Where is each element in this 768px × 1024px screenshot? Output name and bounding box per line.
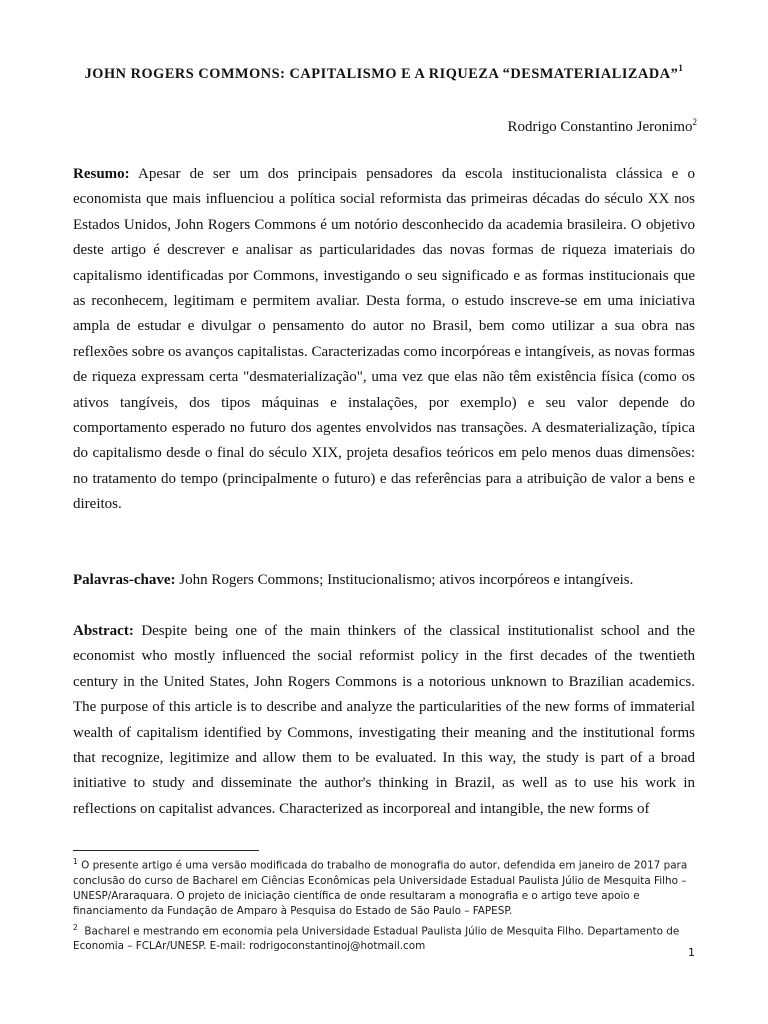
resumo-text: Apesar de ser um dos principais pensadores da escola institucionalista clássica e o economista que mais influenciou a política social reformista das primeiras décadas do século XX nos Estados Unidos, John Rogers Commons é um notório desconhecido da academia brasileira. O objetivo deste artigo é descrever e analisar as particularidades das novas formas de riqueza imateriais do capitalismo identificadas por Commons, investigando o seu significado e as formas institucionais que as reconhecem, legitimam e permitem avaliar. Desta forma, o estudo inscreve-se em uma iniciativa ampla de estudar e divulgar o pensamento do autor no Brasil, bem como utilizar a sua obra nas reflexões sobre os avanços capitalistas. Caracterizadas como incorpóreas e intangíveis, as novas formas de riqueza expressam certa "desmaterialização", uma vez que elas não têm existência física (como os ativos tangíveis, dos tipos máquinas e instalações, por exemplo) e seu valor depende do comportamento esperado no futuro dos agentes envolvidos nas transações. A desmaterialização, típica do capitalismo desde o final do século XIX, projeta desafios teóricos em pelo menos duas dimensões: no tratamento do tempo (principalmente o futuro) e das referências para a atribuição de valor a bens e direitos.	[73, 166, 695, 513]
paper-title	[0, 64, 768, 83]
resumo-label: Resumo:	[73, 166, 130, 182]
title-footnote-mark[interactable]: 1	[678, 63, 684, 73]
footnote-1-mark: 1	[73, 857, 78, 866]
abstract-label: Abstract:	[73, 623, 134, 639]
footnote-separator	[73, 850, 259, 851]
keywords-paragraph	[73, 568, 695, 593]
resumo-paragraph	[73, 162, 695, 518]
keywords-text: John Rogers Commons; Institucionalismo; ativos incorpóreos e intangíveis.	[179, 572, 634, 588]
footnote-2-text: Bacharel e mestrando em economia pela Universidade Estadual Paulista Júlio de Mesquita Filho. Departamento de Economia – FCLAr/UNESP. E-mail: rodrigoconstantinoj@hotmail.com	[73, 925, 680, 953]
paper-title-text: JOHN ROGERS COMMONS: CAPITALISMO E A RIQUEZA “DESMATERIALIZADA”	[84, 65, 679, 82]
abstract-paragraph	[73, 619, 695, 822]
author-name: Rodrigo Constantino Jeronimo	[507, 119, 693, 135]
footnote-2	[73, 920, 695, 955]
author-line	[508, 117, 698, 136]
abstract-text: Despite being one of the main thinkers of the classical institutionalist school and the economist who mostly influenced the social reformist policy in the first decades of the twentieth century in the United States, John Rogers Commons is a notorious unknown to Brazilian academics. The purpose of this article is to describe and analyze the particularities of the new forms of immaterial wealth of capitalism identified by Commons, investigating their meaning and the institutional forms that recognize, legitimize and allow them to be evaluated. In this way, the study is part of a broad initiative to study and disseminate the author's thinking in Brazil, as well as to use his work in reflections on capitalist advances. Characterized as incorporeal and intangible, the new forms of	[73, 623, 696, 817]
page-number: 1	[688, 946, 695, 959]
footnote-2-mark: 2	[73, 922, 78, 932]
author-footnote-mark[interactable]: 2	[692, 117, 697, 127]
footnote-1-text: O presente artigo é uma versão modificada do trabalho de monografia do autor, defendida em janeiro de 2017 para conclusão do curso de Bacharel em Ciências Econômicas pela Universidade Estadual Paulista Júlio de Mesquita Filho – UNESP/Araraquara. O projeto de iniciação científica de onde resultaram a monografia e o artigo teve apoio e financiamento da Fundação de Amparo à Pesquisa do Estado de São Paulo – FAPESP.	[73, 859, 688, 918]
footnotes	[73, 854, 695, 955]
footnote-1	[73, 854, 695, 920]
keywords-label: Palavras-chave:	[73, 572, 176, 588]
